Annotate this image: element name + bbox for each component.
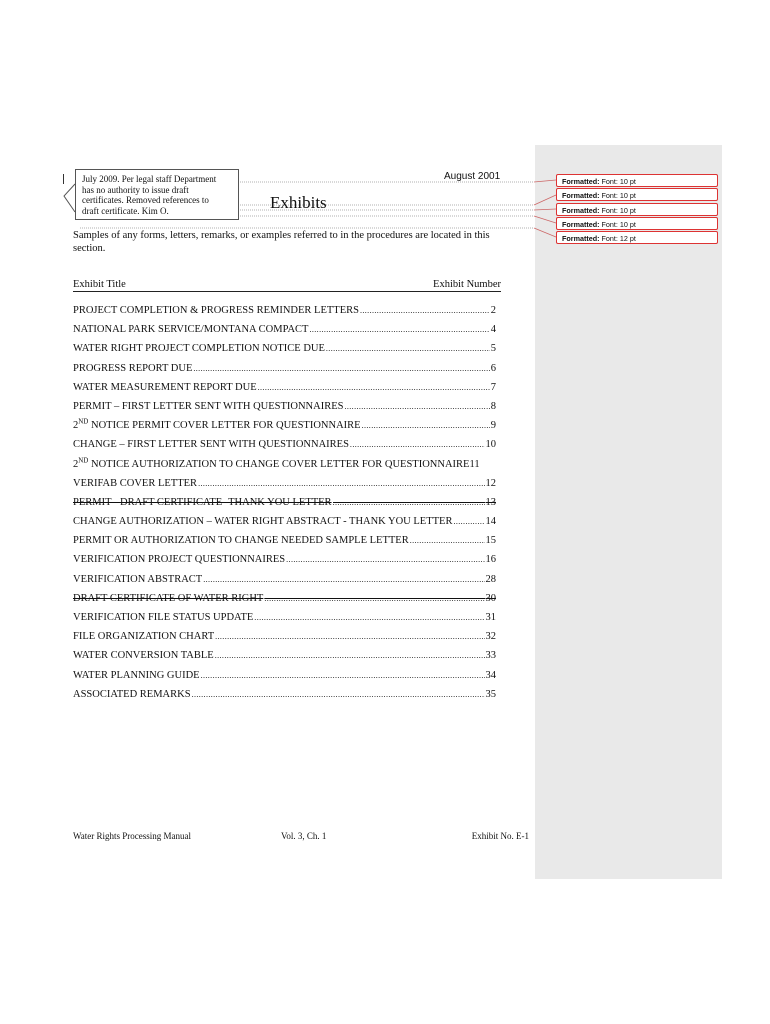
exhibit-title (73, 688, 191, 701)
balloon-label: Formatted: (562, 220, 600, 229)
balloon-value: Font: 10 pt (601, 177, 636, 186)
exhibit-title-text: VERIFICATION ABSTRACT (73, 573, 203, 585)
exhibit-title-text: NOTICE AUTHORIZATION TO CHANGE COVER LETTER FOR QUESTIONNAIRE (88, 458, 470, 470)
exhibit-title-superscript: ND (78, 417, 89, 426)
exhibit-title (73, 630, 214, 643)
exhibit-page-number: 33 (485, 650, 496, 662)
exhibit-list-item[interactable] (73, 630, 496, 649)
exhibit-list-item[interactable] (73, 438, 496, 457)
exhibit-list-item[interactable] (73, 458, 496, 477)
exhibit-page-number: 13 (485, 496, 496, 508)
exhibit-title (73, 362, 192, 375)
format-balloon-4[interactable] (556, 217, 718, 230)
exhibit-list-item[interactable] (73, 688, 496, 707)
exhibit-title-superscript: ND (78, 456, 89, 464)
balloon-label: Formatted: (562, 191, 600, 200)
exhibit-title (73, 515, 452, 528)
column-header-number: Exhibit Number (433, 279, 501, 290)
exhibit-title-text: PROGRESS REPORT DUE (73, 362, 193, 374)
comment-line: draft certificate. Kim O. (82, 205, 169, 216)
header-date: August 2001 (444, 171, 501, 182)
exhibit-list-item[interactable] (73, 649, 496, 668)
dot-leader (410, 534, 485, 547)
comment-balloon[interactable] (75, 169, 239, 220)
exhibit-list-item[interactable] (73, 400, 496, 419)
exhibit-list-item[interactable] (73, 669, 496, 688)
dot-leader (309, 323, 489, 336)
dot-leader (286, 553, 484, 566)
dot-leader (326, 342, 490, 355)
exhibit-list-item[interactable] (73, 342, 496, 361)
exhibit-page-number: 2 (490, 305, 496, 316)
exhibit-list-item[interactable] (73, 553, 496, 572)
exhibit-list-item[interactable] (73, 573, 496, 592)
exhibit-title (73, 592, 263, 605)
dot-leader (193, 362, 489, 375)
exhibit-title-text: NOTICE PERMIT COVER LETTER FOR QUESTIONNAIRE (88, 420, 361, 432)
exhibit-title (73, 611, 253, 624)
exhibit-title-prefix: 2 (73, 420, 79, 432)
exhibit-page-number: 30 (485, 592, 496, 604)
exhibit-page-number: 8 (490, 400, 496, 412)
exhibit-page-number: 31 (485, 612, 496, 623)
exhibit-list (73, 304, 496, 707)
dot-leader (333, 496, 485, 509)
exhibit-title (73, 649, 214, 662)
dot-leader (350, 438, 485, 451)
page-title: Exhibits (270, 193, 327, 212)
exhibit-title (73, 419, 361, 432)
exhibit-page-number: 35 (485, 688, 496, 700)
comment-line: July 2009. Per legal staff Department (82, 174, 217, 184)
exhibit-title-text: FILE ORGANIZATION CHART (73, 631, 215, 643)
column-header-row (73, 279, 501, 292)
exhibit-page-number: 34 (485, 669, 496, 681)
exhibit-page-number: 32 (485, 631, 496, 643)
markup-margin-pane (535, 145, 722, 879)
exhibit-list-item[interactable] (73, 381, 496, 400)
dot-leader (198, 477, 484, 490)
exhibit-list-item[interactable] (73, 592, 496, 611)
comment-line: has no authority to issue draft (82, 184, 189, 195)
exhibit-page-number: 12 (485, 477, 496, 489)
exhibit-list-item[interactable] (73, 419, 496, 438)
dot-leader (254, 611, 484, 624)
exhibit-title-text: VERIFAB COVER LETTER (73, 477, 198, 489)
exhibit-title (73, 534, 409, 547)
exhibit-title-text: PERMIT - DRAFT CERTIFICATE- THANK YOU LETTER (73, 496, 332, 508)
exhibit-page-number: 10 (485, 439, 496, 451)
exhibit-title-text: PERMIT – FIRST LETTER SENT WITH QUESTIONNAIRES (73, 400, 344, 412)
exhibit-page-number: 5 (490, 343, 496, 355)
footer-volume: Vol. 3, Ch. 1 (281, 831, 327, 841)
dot-leader (201, 669, 485, 682)
dot-leader (360, 304, 490, 317)
exhibit-page-number: 9 (490, 420, 496, 432)
dot-leader (258, 381, 490, 394)
balloon-value: Font: 10 pt (601, 206, 636, 215)
exhibit-list-item[interactable] (73, 496, 496, 515)
dot-leader (264, 592, 484, 605)
exhibit-title (73, 323, 308, 336)
balloon-value: Font: 10 pt (601, 191, 636, 200)
exhibit-title (73, 669, 200, 682)
exhibit-title-text: ASSOCIATED REMARKS (73, 688, 191, 700)
exhibit-title-text: PROJECT COMPLETION & PROGRESS REMINDER LETTERS (73, 305, 359, 316)
dot-leader (215, 649, 485, 662)
exhibit-title-text: CHANGE – FIRST LETTER SENT WITH QUESTIONNAIRES (73, 439, 349, 451)
exhibit-title-text: WATER CONVERSION TABLE (73, 650, 214, 662)
footer-manual-title: Water Rights Processing Manual (73, 831, 192, 841)
exhibit-title (73, 381, 257, 394)
exhibit-title-prefix: 2 (73, 458, 79, 470)
format-balloon-5[interactable] (556, 231, 718, 244)
exhibit-page-number: 4 (490, 324, 496, 336)
column-header-title: Exhibit Title (73, 279, 126, 290)
format-balloon-3[interactable] (556, 203, 718, 216)
comment-line: certificates. Removed references to (82, 195, 209, 206)
balloon-value: Font: 10 pt (601, 220, 636, 229)
dot-leader (215, 630, 484, 643)
exhibit-page-number: 7 (490, 381, 496, 393)
exhibit-list-item[interactable] (73, 534, 496, 553)
exhibit-title (73, 553, 285, 566)
exhibit-title-text: NATIONAL PARK SERVICE/MONTANA COMPACT (73, 324, 309, 336)
exhibit-page-number: 11 (469, 458, 480, 470)
exhibit-title-text: WATER RIGHT PROJECT COMPLETION NOTICE DUE (73, 343, 325, 355)
exhibit-title (73, 342, 325, 355)
exhibit-title (73, 573, 202, 586)
exhibit-title (73, 438, 349, 451)
exhibit-page-number: 6 (490, 362, 496, 374)
exhibit-title (73, 458, 469, 471)
exhibit-title-text: VERIFICATION PROJECT QUESTIONNAIRES (73, 554, 286, 566)
dot-leader (192, 688, 485, 701)
exhibit-title-text: CHANGE AUTHORIZATION – WATER RIGHT ABSTRACT - THANK YOU LETTER (73, 516, 453, 528)
header-underline (73, 291, 501, 292)
exhibit-list-item[interactable] (73, 477, 496, 496)
exhibit-title-text: WATER PLANNING GUIDE (73, 669, 200, 681)
exhibit-title-text: WATER MEASUREMENT REPORT DUE (73, 381, 257, 393)
exhibit-page-number: 14 (485, 516, 496, 528)
exhibit-list-item[interactable] (73, 323, 496, 342)
exhibit-title (73, 400, 343, 413)
intro-paragraph: Samples of any forms, letters, remarks, or examples referred to in the procedures are located in this section. (73, 230, 490, 254)
balloon-label: Formatted: (562, 234, 600, 243)
exhibit-title-text: DRAFT CERTIFICATE OF WATER RIGHT (73, 592, 264, 604)
exhibit-list-item[interactable] (73, 304, 496, 323)
dot-leader (203, 573, 484, 586)
exhibit-page-number: 16 (485, 554, 496, 566)
balloon-value: Font: 12 pt (601, 234, 636, 243)
exhibit-list-item[interactable] (73, 515, 496, 534)
exhibit-title (73, 496, 332, 509)
exhibit-list-item[interactable] (73, 362, 496, 381)
exhibit-title-text: VERIFICATION FILE STATUS UPDATE (73, 612, 254, 623)
balloon-label: Formatted: (562, 206, 600, 215)
format-balloon-1[interactable] (556, 174, 718, 187)
format-balloon-2[interactable] (556, 188, 718, 201)
dot-leader (344, 400, 489, 413)
exhibit-title (73, 304, 359, 317)
exhibit-title-text: PERMIT OR AUTHORIZATION TO CHANGE NEEDED SAMPLE LETTER (73, 535, 409, 547)
exhibit-list-item[interactable] (73, 611, 496, 630)
footer-exhibit-number: Exhibit No. E-1 (471, 831, 529, 841)
dot-leader (453, 515, 484, 528)
balloon-label: Formatted: (562, 177, 600, 186)
dot-leader (362, 419, 490, 432)
exhibit-page-number: 15 (485, 535, 496, 547)
exhibit-title (73, 477, 197, 490)
exhibit-page-number: 28 (485, 573, 496, 585)
